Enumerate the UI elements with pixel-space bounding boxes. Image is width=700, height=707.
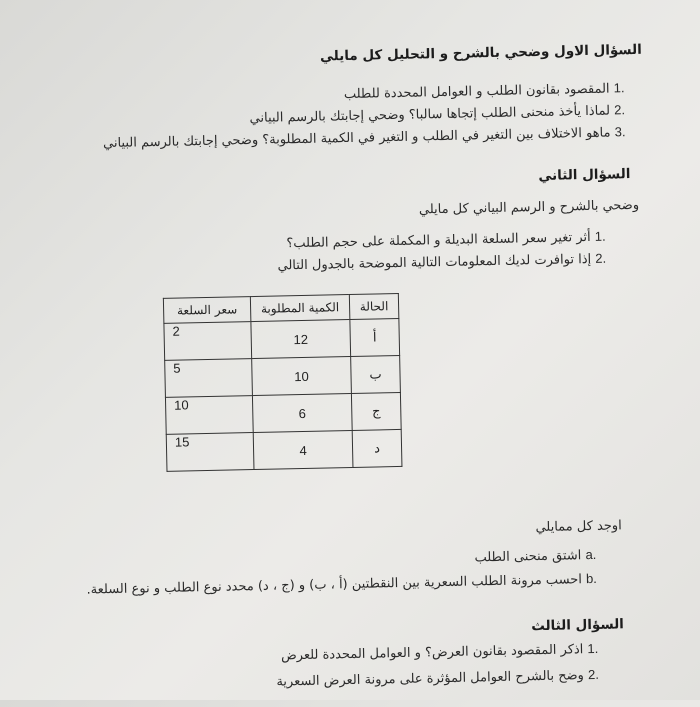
q3-title: السؤال الثالث bbox=[531, 616, 624, 635]
q3-item-2-number: .2 bbox=[587, 666, 600, 683]
find-item-b bbox=[86, 571, 597, 598]
q1-item-3-text: ماهو الاختلاف بين التغير في الطلب و التغير في الكمية المطلوبة؟ وضحي إجابتك بالرسم البياني bbox=[102, 125, 611, 152]
find-item-a-letter: .a bbox=[585, 546, 597, 563]
q1-item-2-text: لماذا يأخذ منحنى الطلب إتجاها سالبا؟ وضحي إجابتك بالرسم البياني bbox=[249, 103, 611, 127]
cell-quantity: 12 bbox=[251, 319, 351, 358]
q1-item-1 bbox=[344, 80, 625, 102]
find-item-b-text: احسب مرونة الطلب السعرية بين النقطتين (أ ، ب) و (ج ، د) محدد نوع الطلب و نوع السلعة. bbox=[86, 572, 583, 598]
cell-price: 10 bbox=[165, 396, 253, 435]
cell-quantity: 4 bbox=[253, 430, 353, 469]
q3-item-2 bbox=[276, 667, 599, 690]
cell-price: 5 bbox=[165, 359, 253, 398]
cell-price: 2 bbox=[164, 322, 252, 361]
q1-item-3 bbox=[103, 124, 626, 151]
q3-item-1-text: اذكر المقصود بقانون العرض؟ و العوامل المحددة للعرض bbox=[280, 642, 584, 664]
q1-item-1-text: المقصود بقانون الطلب و العوامل المحددة للطلب bbox=[343, 81, 610, 103]
find-title: اوجد كل ممايلي bbox=[535, 518, 622, 536]
q3-item-1 bbox=[281, 641, 599, 664]
q2-title: السؤال الثاني bbox=[538, 166, 631, 185]
cell-state: أ bbox=[350, 318, 400, 356]
q2-item-1-number: .1 bbox=[594, 228, 606, 244]
q1-item-2-number: .2 bbox=[614, 102, 626, 118]
table-row bbox=[165, 392, 401, 434]
q1-item-3-number: .3 bbox=[614, 124, 626, 140]
q2-intro: وضحي بالشرح و الرسم البياني كل مايلي bbox=[418, 197, 640, 218]
cell-quantity: 10 bbox=[252, 356, 352, 395]
demand-table bbox=[163, 293, 403, 472]
cell-state: ب bbox=[351, 355, 401, 393]
header-quantity: الكمية المطلوبة bbox=[250, 295, 350, 322]
header-price: سعر السلعة bbox=[163, 297, 251, 324]
q2-item-1-text: أثر تغير سعر السلعة البديلة و المكملة على حجم الطلب؟ bbox=[286, 229, 591, 252]
find-item-a-text: اشتق منحنى الطلب bbox=[474, 548, 582, 566]
table-row bbox=[164, 318, 400, 360]
header-state: الحالة bbox=[349, 293, 399, 319]
q1-item-1-number: .1 bbox=[613, 80, 625, 96]
q2-item-2-text: إذا توافرت لديك المعلومات التالية الموضحة بالجدول التالي bbox=[277, 251, 592, 274]
cell-state: ج bbox=[351, 392, 401, 430]
q1-item-2 bbox=[249, 102, 625, 126]
cell-price: 15 bbox=[166, 433, 254, 472]
q3-item-1-number: .1 bbox=[587, 640, 599, 657]
cell-state: د bbox=[352, 429, 402, 467]
cell-quantity: 6 bbox=[252, 393, 352, 432]
q2-item-2-number: .2 bbox=[595, 250, 607, 266]
table-row bbox=[165, 355, 401, 397]
q2-item-1 bbox=[286, 229, 606, 252]
find-item-a bbox=[474, 547, 596, 566]
q3-item-2-text: وضح بالشرح العوامل المؤثرة على مرونة العرض السعرية bbox=[276, 668, 585, 690]
q1-title: السؤال الاول وضحي بالشرح و التحليل كل مايلي bbox=[319, 41, 642, 65]
table-row bbox=[166, 429, 402, 471]
q2-item-2 bbox=[277, 251, 606, 274]
find-item-b-letter: .b bbox=[585, 570, 597, 587]
